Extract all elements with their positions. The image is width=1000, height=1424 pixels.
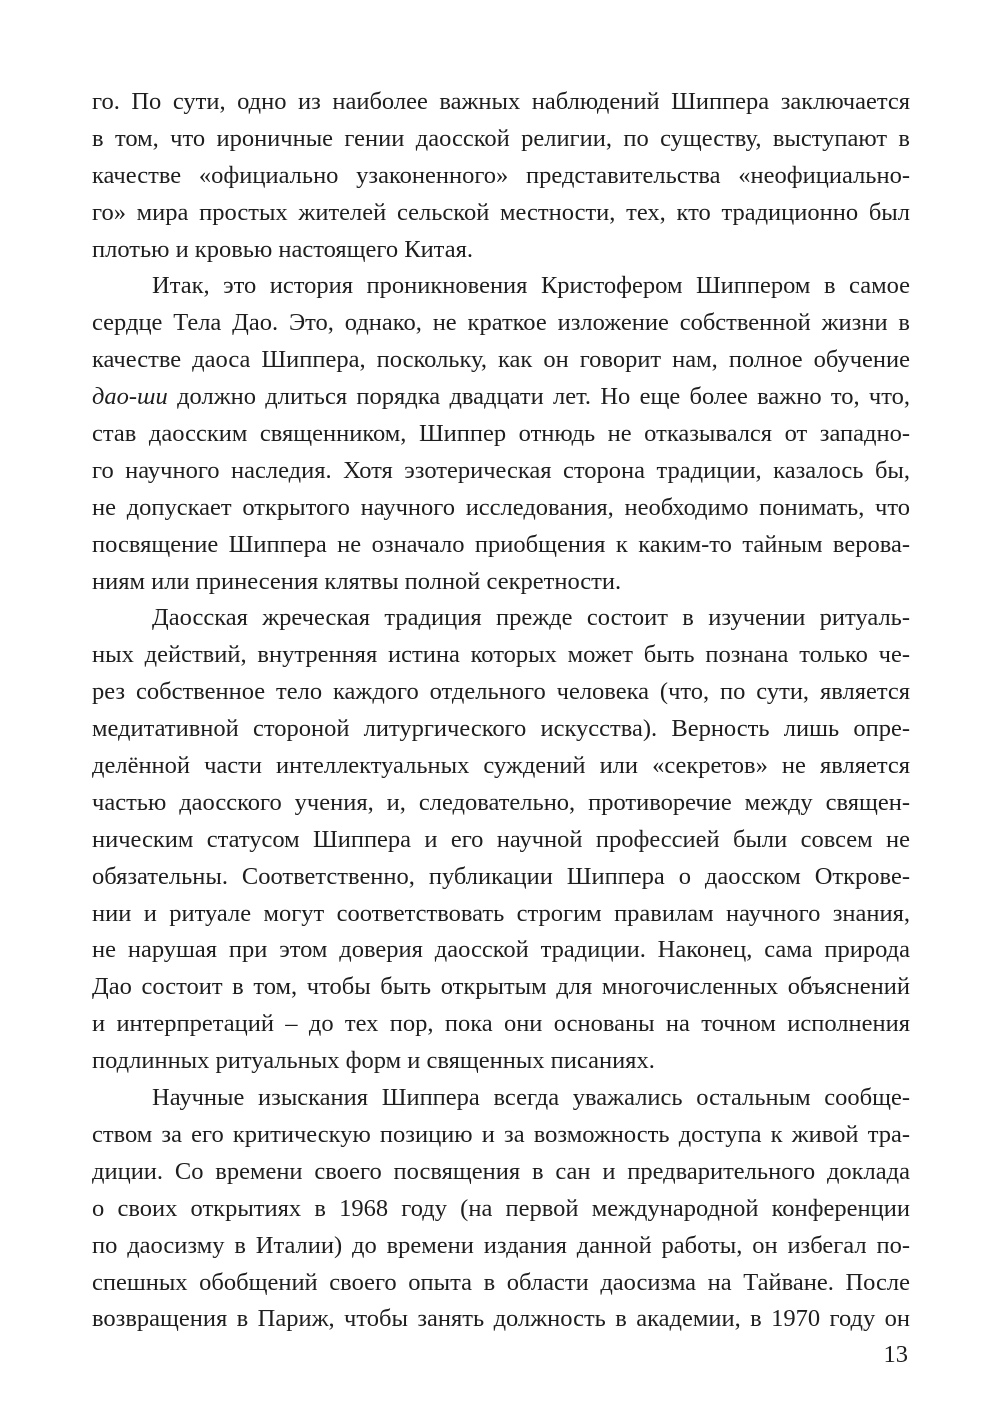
text-line: подлинных ритуальных форм и священных писаниях. bbox=[92, 1047, 655, 1075]
text-line: не допускает открытого научного исследования, необходимо понимать, что bbox=[92, 493, 910, 521]
text-line: в том, что ироничные гении даосской религии, по существу, выступают в bbox=[92, 124, 910, 152]
text-line: качестве «официально узаконенного» представительства «неофициально- bbox=[92, 161, 910, 189]
text-line: не нарушая при этом доверия даосской традиции. Наконец, сама природа bbox=[92, 936, 910, 964]
text-line: ническим статусом Шиппера и его научной профессией были совсем не bbox=[92, 825, 910, 853]
text-line: качестве даоса Шиппера, поскольку, как он говорит нам, полное обучение bbox=[92, 346, 910, 374]
text-line: рез собственное тело каждого отдельного человека (что, по сути, является bbox=[92, 678, 910, 706]
text-line: частью даосского учения, и, следовательно, противоречие между священ- bbox=[92, 788, 910, 816]
text-line: ных действий, внутренняя истина которых может быть познана только че- bbox=[92, 641, 910, 669]
text-line: обязательны. Соответственно, публикации Шиппера о даосском Открове- bbox=[92, 862, 910, 890]
text-span: должно длиться порядка двадцати лет. Но еще более важно то, что, bbox=[167, 383, 910, 411]
text-line: медитативной стороной литургического искусства). Верность лишь опре- bbox=[92, 715, 910, 743]
text-line: диции. Со времени своего посвящения в сан и предварительного доклада bbox=[92, 1157, 910, 1185]
text-line: го» мира простых жителей сельской местности, тех, кто традиционно был bbox=[92, 198, 910, 226]
text-line: ством за его критическую позицию и за возможность доступа к живой тра- bbox=[92, 1120, 910, 1148]
text-line-with-italic-term bbox=[92, 379, 910, 416]
text-line: сердце Тела Дао. Это, однако, не краткое изложение собственной жизни в bbox=[92, 309, 910, 337]
text-line: став даосским священником, Шиппер отнюдь не отказывался от западно- bbox=[92, 420, 910, 448]
text-line: и интерпретаций – до тех пор, пока они основаны на точном исполнения bbox=[92, 1010, 910, 1038]
page-number: 13 bbox=[883, 1341, 908, 1368]
text-line: возвращения в Париж, чтобы занять должность в академии, в 1970 году он bbox=[92, 1305, 910, 1333]
text-line: плотью и кровью настоящего Китая. bbox=[92, 235, 473, 263]
text-line: го научного наследия. Хотя эзотерическая сторона традиции, казалось бы, bbox=[92, 456, 910, 484]
text-line: Дао состоит в том, чтобы быть открытым для многочисленных объяснений bbox=[92, 973, 910, 1001]
text-line: делённой части интеллектуальных суждений или «секретов» не является bbox=[92, 752, 910, 780]
body-text bbox=[92, 84, 910, 1338]
paragraph-first-line: Даосская жреческая традиция прежде состоит в изучении ритуаль- bbox=[152, 604, 910, 632]
text-line: о своих открытиях в 1968 году (на первой международной конференции bbox=[92, 1194, 910, 1222]
text-line: спешных обобщений своего опыта в области даосизма на Тайване. После bbox=[92, 1268, 910, 1296]
italic-term: дао-ши bbox=[92, 383, 168, 411]
paragraph-first-line: Итак, это история проникновения Кристофером Шиппером в самое bbox=[152, 272, 910, 300]
text-line: по даосизму в Италии) до времени издания данной работы, он избегал по- bbox=[92, 1231, 910, 1259]
paragraph-first-line: Научные изыскания Шиппера всегда уважались остальным сообще- bbox=[152, 1084, 910, 1112]
text-line: нии и ритуале могут соответствовать строгим правилам научного знания, bbox=[92, 899, 910, 927]
text-line: ниям или принесения клятвы полной секретности. bbox=[92, 567, 622, 595]
text-line: го. По сути, одно из наиболее важных наблюдений Шиппера заключается bbox=[92, 88, 910, 115]
text-line: посвящение Шиппера не означало приобщения к каким-то тайным верова- bbox=[92, 530, 910, 558]
